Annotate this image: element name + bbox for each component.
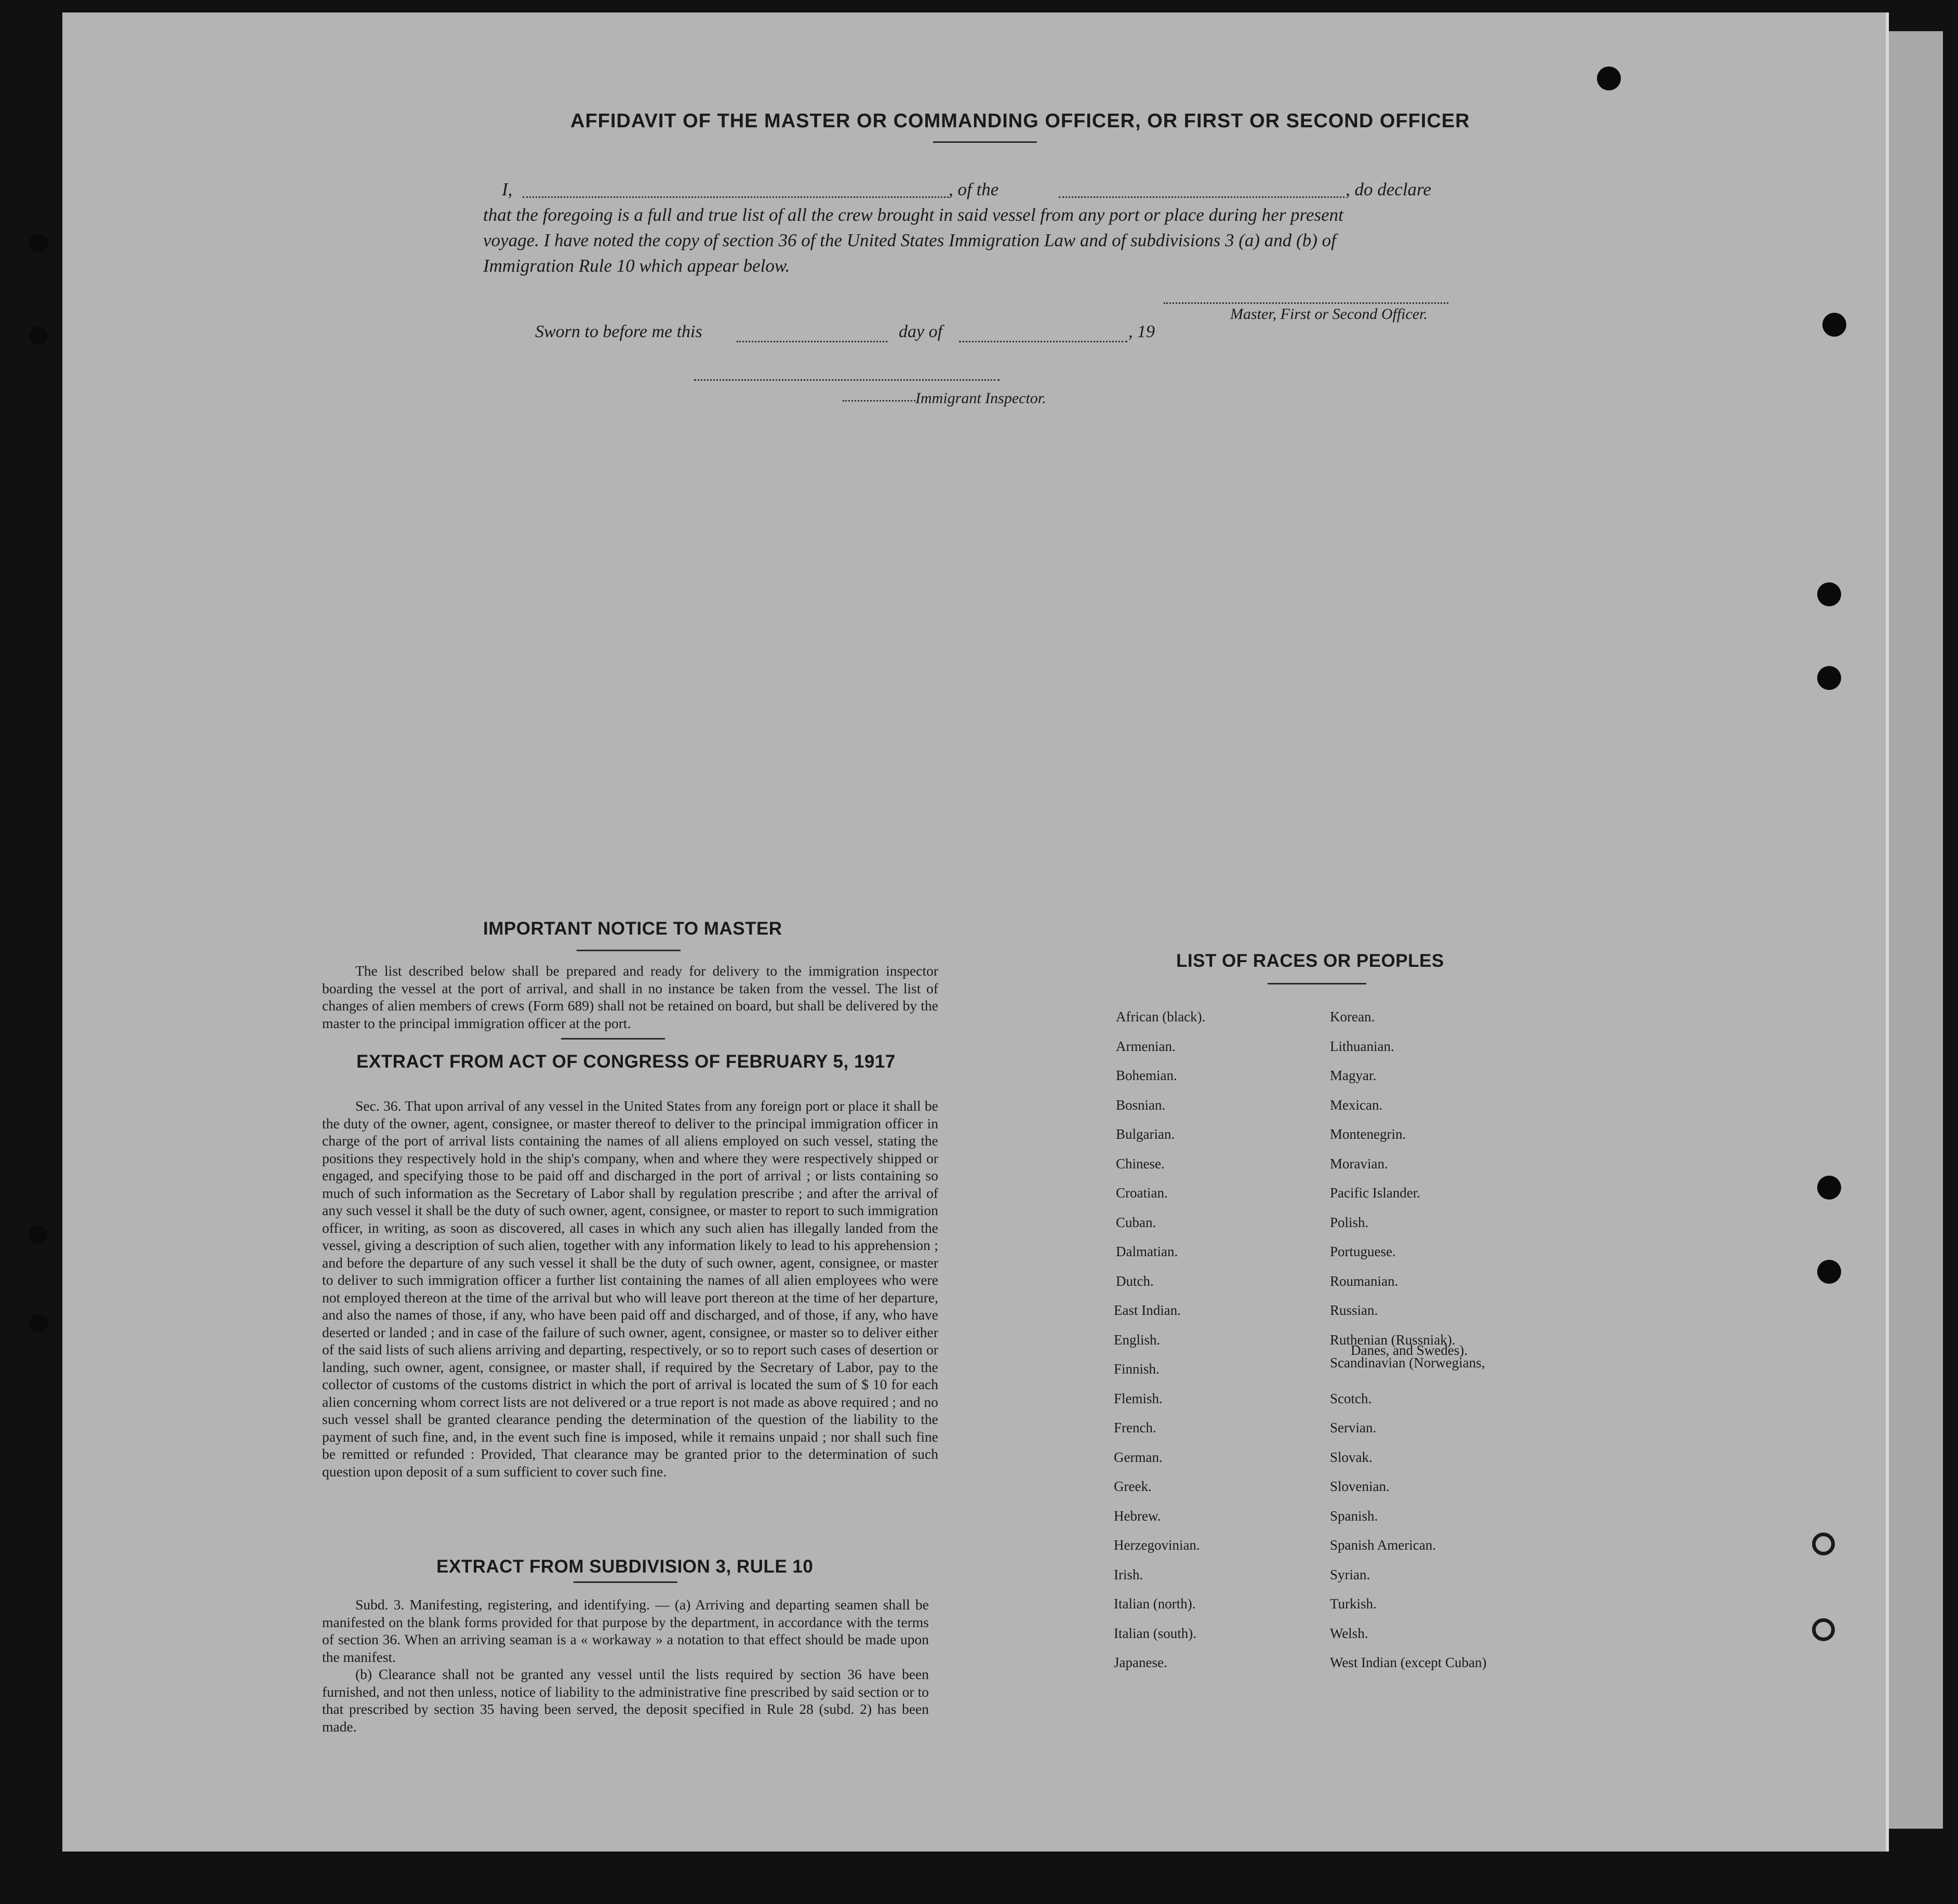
- rule-title: EXTRACT FROM SUBDIVISION 3, RULE 10: [436, 1556, 814, 1577]
- notice-title: IMPORTANT NOTICE TO MASTER: [483, 918, 782, 939]
- punch-hole: [1812, 1533, 1835, 1555]
- punch-hole: [1817, 666, 1841, 690]
- sworn-month-blank[interactable]: [959, 341, 1127, 342]
- race-item: Polish.: [1330, 1214, 1369, 1230]
- races-title: LIST OF RACES OR PEOPLES: [1176, 951, 1444, 971]
- punch-hole: [29, 234, 48, 252]
- race-item: East Indian.: [1114, 1302, 1181, 1318]
- race-item: Magyar.: [1330, 1068, 1377, 1083]
- race-item: Bohemian.: [1116, 1068, 1177, 1083]
- form-page: [62, 12, 1889, 1852]
- race-item: Finnish.: [1114, 1361, 1160, 1377]
- race-item: Spanish.: [1330, 1508, 1378, 1524]
- name-blank[interactable]: [523, 196, 949, 198]
- race-item: Dalmatian.: [1116, 1244, 1178, 1259]
- race-item: Lithuanian.: [1330, 1038, 1394, 1054]
- declaration-line-3: voyage. I have noted the copy of section 36 of the United States Immigration Law and of subdivisions 3 (a) and (b) of: [483, 230, 1336, 250]
- race-item: Irish.: [1114, 1566, 1143, 1582]
- race-item: Bulgarian.: [1116, 1126, 1175, 1142]
- race-item: English.: [1114, 1332, 1161, 1348]
- affidavit-declaration: [483, 177, 1486, 278]
- punch-hole: [1817, 582, 1841, 606]
- affidavit-title: AFFIDAVIT OF THE MASTER OR COMMANDING OFFICER, OR FIRST OR SECOND OFFICER: [570, 110, 1470, 132]
- race-item: Pacific Islander.: [1330, 1185, 1420, 1201]
- race-item: West Indian (except Cuban): [1330, 1655, 1487, 1670]
- race-item: Danes, and Swedes).: [1351, 1342, 1468, 1358]
- vessel-blank[interactable]: [1059, 196, 1344, 198]
- race-item: Bosnian.: [1116, 1097, 1166, 1113]
- declaration-of-the: , of the: [949, 179, 999, 199]
- rule-text-a: Subd. 3. Manifesting, registering, and identifying. — (a) Arriving and departing seamen shall be manifested on the blank forms provided for that purpose by the department, in accordance with the terms of section 36. When an arriving seaman is a « workaway » a notation to that effect should be made upon the manifest.: [322, 1596, 929, 1665]
- punch-hole: [1817, 1260, 1841, 1284]
- race-item: Italian (north).: [1114, 1596, 1196, 1612]
- race-item: Turkish.: [1330, 1596, 1377, 1612]
- notice-text: The list described below shall be prepared and ready for delivery to the immigration inspector boarding the vessel at the port of arrival, and shall in no instance be taken from the vessel. The list of changes of alien members of crews (Form 689) shall not be retained on board, but shall be delivered by the master to the principal immigration officer at the port.: [322, 963, 938, 1031]
- race-item: Cuban.: [1116, 1214, 1156, 1230]
- race-item: Syrian.: [1330, 1566, 1370, 1582]
- race-item: Slovak.: [1330, 1449, 1373, 1465]
- punch-hole: [29, 326, 48, 345]
- race-item: Croatian.: [1116, 1185, 1168, 1201]
- act-title: EXTRACT FROM ACT OF CONGRESS OF FEBRUARY 5, 1917: [356, 1051, 896, 1072]
- divider: [561, 1038, 665, 1040]
- race-item: Herzegovinian.: [1114, 1537, 1200, 1553]
- sworn-prefix: Sworn to before me this: [535, 322, 702, 341]
- race-item: Servian.: [1330, 1420, 1377, 1435]
- race-item: Chinese.: [1116, 1155, 1165, 1171]
- race-item: French.: [1114, 1420, 1156, 1435]
- inspector-signature-blank[interactable]: [694, 379, 1000, 381]
- divider: [1268, 983, 1366, 984]
- declaration-line-4: Immigration Rule 10 which appear below.: [483, 256, 790, 276]
- race-item: Roumanian.: [1330, 1273, 1398, 1289]
- declaration-i: I,: [502, 179, 513, 199]
- act-text: Sec. 36. That upon arrival of any vessel in the United States from any foreign port or place it shall be the duty of the owner, agent, consignee, or master thereof to deliver to the principal immigration officer in charge of the port of arrival lists containing the names of all aliens employed on such vessel, stating the positions they respectively hold in the ship's company, when and where they were respectively shipped or engaged, and specifying those to be paid off and discharged in the port of arrival ; or lists containing so much of such information as the Secretary of Labor shall by regulation prescribe ; and after the arrival of any such vessel it shall be the duty of such owner, agent, consignee, or master to report to such immigration officer, in writing, as soon as discovered, all cases in which any such alien has illegally landed from the vessel, giving a description of such alien, together with any information likely to lead to his apprehension ; and before the departure of any such vessel it shall be the duty of such owner, agent, consignee, or master to deliver to such immigration officer a further list containing the names of all alien employees who were not employed thereon at the time of the arrival but who will leave port thereon at the time of her departure, and also the names of those, if any, who have been paid off and discharged, and of those, if any, who have deserted or landed ; and in case of the failure of such owner, agent, consignee, or master so to deliver either of the said lists of such aliens arriving and departing, respectively, or so to report such cases of desertion or landing, such owner, agent, consignee, or master shall, if required by the Secretary of Labor, pay to the collector of customs of the customs district in which the port of arrival is located the sum of $ 10 for each alien concerning whom correct lists are not delivered or a true report is not made as above required ; and no such vessel shall be granted clearance pending the determination of the question of the liability to the payment of such fine, and, in the event such fine is imposed, while it remains unpaid ; nor shall such fine be remitted or refunded : Provided, That clearance may be granted prior to the determination of such question upon deposit of a sum sufficient to cover such fine.: [322, 1098, 938, 1480]
- sworn-line: [535, 322, 702, 342]
- race-item: Portuguese.: [1330, 1244, 1396, 1259]
- sworn-day-blank[interactable]: [737, 341, 887, 342]
- signature-blank[interactable]: [1164, 302, 1448, 304]
- race-item: German.: [1114, 1449, 1163, 1465]
- race-item: African (black).: [1116, 1009, 1206, 1024]
- divider: [933, 141, 1037, 143]
- race-item: Hebrew.: [1114, 1508, 1161, 1524]
- race-item: Dutch.: [1116, 1273, 1154, 1289]
- punch-hole: [29, 1225, 48, 1244]
- punch-hole: [1817, 1176, 1841, 1200]
- race-item: Russian.: [1330, 1302, 1378, 1318]
- race-item: Korean.: [1330, 1009, 1375, 1024]
- race-item: Spanish American.: [1330, 1537, 1436, 1553]
- punch-hole: [29, 1314, 48, 1333]
- declaration-do-declare: , do declare: [1346, 179, 1431, 199]
- race-item: Greek.: [1114, 1479, 1152, 1494]
- divider: [574, 1581, 677, 1583]
- divider: [577, 950, 681, 951]
- sworn-day-of: day of: [899, 322, 943, 341]
- signer-caption: Master, First or Second Officer.: [1230, 305, 1428, 323]
- race-item: Ruthenian (Russniak).: [1330, 1332, 1456, 1348]
- rule-text-b: (b) Clearance shall not be granted any vessel until the lists required by section 36 have been furnished, and not then unless, notice of liability to the administrative fine prescribed by said section or to that prescribed by section 35 having been served, the deposit specified in Rule 28 (subd. 2) has been made.: [322, 1666, 929, 1735]
- race-item: Armenian.: [1116, 1038, 1176, 1054]
- punch-hole: [1822, 313, 1846, 337]
- race-item: Slovenian.: [1330, 1479, 1390, 1494]
- race-item: Scandinavian (Norwegians,: [1330, 1355, 1485, 1370]
- declaration-line-2: that the foregoing is a full and true list of all the crew brought in said vessel from any port or place during her present: [483, 205, 1343, 225]
- race-item: Mexican.: [1330, 1097, 1383, 1113]
- race-item: Welsh.: [1330, 1625, 1368, 1641]
- inspector-caption: Immigrant Inspector.: [915, 390, 1046, 407]
- race-item: Japanese.: [1114, 1655, 1167, 1670]
- punch-hole: [1812, 1618, 1835, 1641]
- inspector-blank-2: [843, 400, 915, 402]
- race-item: Montenegrin.: [1330, 1126, 1406, 1142]
- race-item: Italian (south).: [1114, 1625, 1196, 1641]
- race-item: Moravian.: [1330, 1155, 1388, 1171]
- sworn-year: , 19: [1128, 322, 1155, 341]
- punch-hole: [1597, 66, 1621, 90]
- race-item: Flemish.: [1114, 1390, 1163, 1406]
- race-item: Scotch.: [1330, 1390, 1372, 1406]
